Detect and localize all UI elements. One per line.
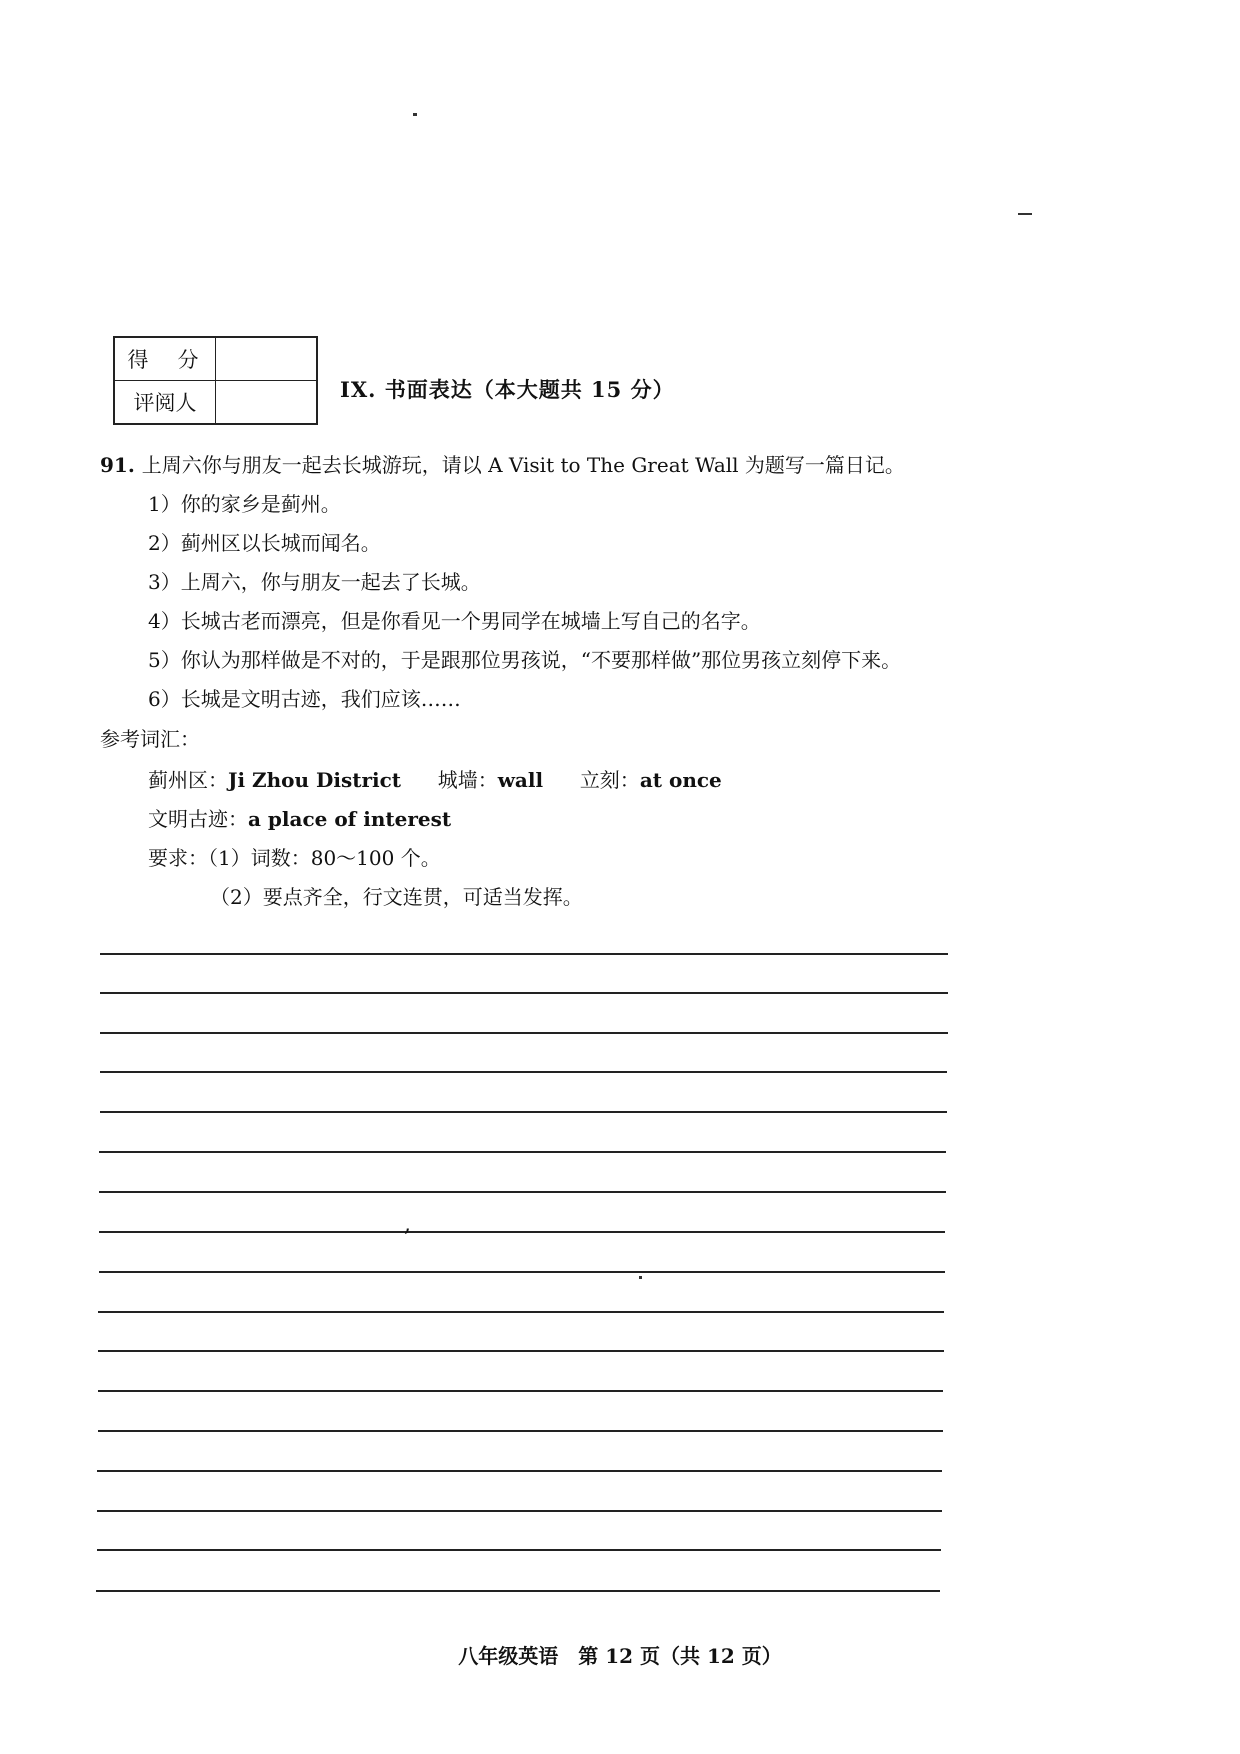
writing-line[interactable] [99,1231,945,1233]
point-2: 2）蓟州区以长城而闻名。 [148,531,381,555]
point-4: 4）长城古老而漂亮，但是你看见一个男同学在城墙上写自己的名字。 [148,609,761,633]
writing-line[interactable] [98,1350,944,1352]
vocab-cn: 文明古迹： [148,807,248,831]
section-title: IX. 书面表达（本大题共 15 分） [340,377,675,402]
point-3: 3）上周六，你与朋友一起去了长城。 [148,570,481,594]
vocab-line-2 [148,803,451,832]
vocab-en: Ji Zhou District [228,768,401,792]
reviewer-label: 评阅人 [114,381,216,425]
question-number: 91. [100,453,135,477]
vocab-line-1 [148,764,722,793]
writing-line[interactable] [100,1071,947,1073]
writing-line[interactable] [97,1470,942,1472]
vocab-cn: 城墙： [437,768,498,792]
writing-line[interactable] [97,1510,942,1512]
requirement-1: 要求：（1）词数：80～100 个。 [148,846,441,870]
scan-speck [639,1276,642,1279]
writing-line[interactable] [100,992,948,994]
vocab-en: a place of interest [248,807,452,831]
vocab-cn: 立刻： [579,768,640,792]
vocab-en: at once [639,768,722,792]
writing-line[interactable] [100,953,948,955]
writing-line[interactable] [98,1430,943,1432]
writing-line[interactable] [98,1311,944,1313]
page-footer: 八年级英语 第 12 页（共 12 页） [458,1644,782,1668]
question-prompt [100,449,905,478]
score-table [113,336,318,425]
vocab-cn: 蓟州区： [148,768,228,792]
scan-speck [1018,213,1032,215]
reviewer-box[interactable] [216,381,318,425]
point-5: 5）你认为那样做是不对的，于是跟那位男孩说，“不要那样做”那位男孩立刻停下来。 [148,648,902,672]
stray-mark: , [404,1212,411,1237]
writing-line[interactable] [100,1032,948,1034]
writing-line[interactable] [99,1151,946,1153]
writing-line[interactable] [98,1390,943,1392]
writing-line[interactable] [96,1590,940,1592]
point-1: 1）你的家乡是蓟州。 [148,492,341,516]
score-box[interactable] [216,337,318,381]
vocab-heading: 参考词汇： [100,727,200,751]
writing-line[interactable] [97,1549,941,1551]
writing-line[interactable] [100,1111,947,1113]
score-label: 得 分 [114,337,216,381]
requirement-2: （2）要点齐全，行文连贯，可适当发挥。 [210,885,583,909]
vocab-en: wall [497,768,544,792]
writing-line[interactable] [99,1271,945,1273]
scan-speck [413,113,417,116]
point-6: 6）长城是文明古迹，我们应该…… [148,687,461,711]
question-text: 上周六你与朋友一起去长城游玩，请以 A Visit to The Great Wall 为题写一篇日记。 [141,453,905,477]
writing-line[interactable] [99,1191,946,1193]
